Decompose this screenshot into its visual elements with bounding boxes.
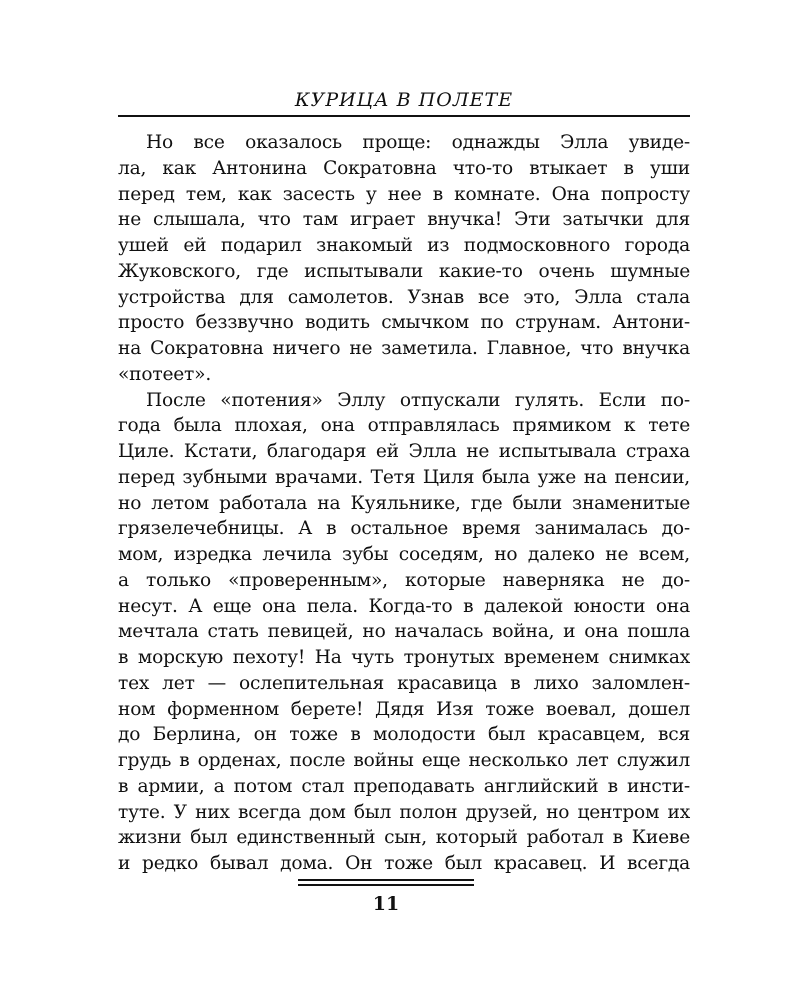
text-line: но летом работала на Куяльнике, где были знаменитые — [118, 492, 690, 514]
text-line: несут. А еще она пела. Когда-то в далекой юности она — [118, 595, 690, 617]
text-line: на Сократовна ничего не заметила. Главное, что внучка — [118, 338, 690, 359]
text-line: перед тем, как засесть у нее в комнате. Она попросту — [118, 183, 690, 205]
text-line: в морскую пехоту! На чуть тронутых временем снимках — [118, 647, 690, 668]
text-line: не слышала, что там играет внучка! Эти затычки для — [118, 209, 690, 231]
text-line: перед зубными врачами. Тетя Циля была уже на пенсии, — [118, 466, 690, 488]
text-line: ном форменном берете! Дядя Изя тоже воевал, дошел — [118, 698, 690, 720]
footer-rule-bottom — [298, 884, 474, 886]
text-line: грудь в орденах, после войны еще несколько лет служил — [118, 750, 690, 771]
text-line: до Берлина, он тоже в молодости был красавцем, вся — [118, 724, 690, 746]
text-line: и редко бывал дома. Он тоже был красавец. И всегда — [118, 853, 690, 874]
running-title: КУРИЦА В ПОЛЕТЕ — [294, 89, 514, 111]
text-line: жизни был единственный сын, который работал в Киеве — [118, 827, 690, 849]
text-line: ушей ей подарил знакомый из подмосковного города — [118, 235, 690, 256]
header-rule — [118, 115, 690, 117]
text-line: После «потения» Эллу отпускали гулять. Если по- — [146, 389, 690, 411]
footer-rule-top — [298, 879, 474, 881]
text-line: года была плохая, она отправлялась прямиком к тете — [118, 415, 690, 437]
text-line: «потеет». — [118, 363, 212, 385]
text-line: тех лет — ослепительная красавица в лихо заломлен- — [118, 672, 690, 694]
text-line: Циле. Кстати, благодаря ей Элла не испытывала страха — [118, 441, 690, 462]
body-text — [118, 130, 690, 877]
text-line: мечтала стать певицей, но началась война, и она пошла — [118, 621, 690, 643]
text-line: в армии, а потом стал преподавать английский в инсти- — [118, 775, 690, 797]
text-line: Жуковского, где испытывали какие-то очень шумные — [118, 260, 690, 282]
text-line: а только «проверенным», которые наверняка не до- — [118, 569, 690, 591]
text-line: устройства для самолетов. Узнав все это, Элла стала — [118, 286, 690, 308]
text-line: мом, изредка лечила зубы соседям, но далеко не всем, — [118, 544, 690, 565]
text-line: ла, как Антонина Сократовна что-то втыкает в уши — [118, 157, 690, 179]
page-number: 11 — [372, 893, 400, 915]
text-line: грязелечебницы. А в остальное время занималась до- — [118, 518, 690, 540]
text-line: туте. У них всегда дом был полон друзей, но центром их — [118, 801, 690, 823]
text-line: Но все оказалось проще: однажды Элла увиде- — [146, 132, 690, 153]
text-line: просто беззвучно водить смычком по струнам. Антони- — [118, 312, 690, 334]
